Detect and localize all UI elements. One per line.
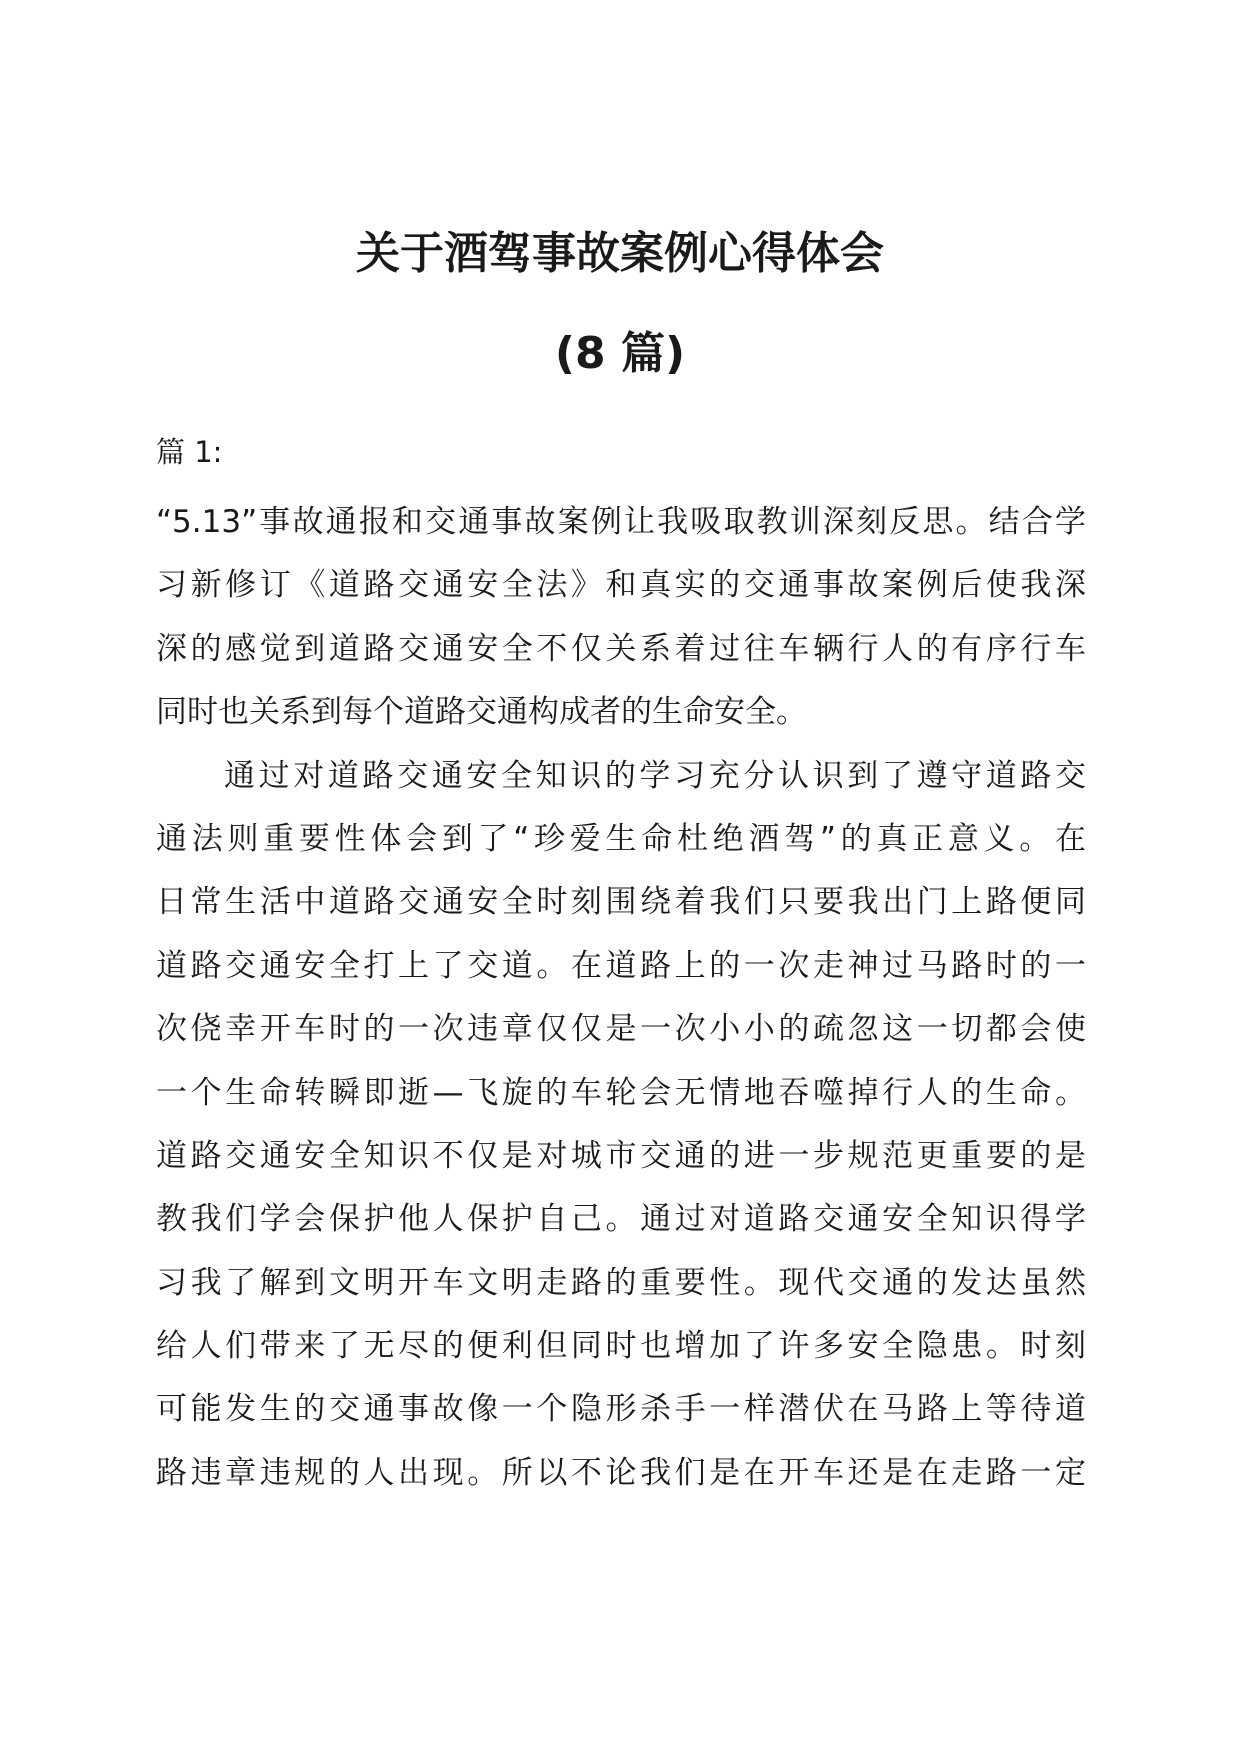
text-line: 教我们学会保护他人保护自己。通过对道路交通安全知识得学 (156, 1201, 1086, 1238)
section-label: 篇 1: (156, 435, 223, 469)
text-line: 通法则重要性体会到了“珍爱生命杜绝酒驾”的真正意义。在 (156, 820, 1086, 857)
text-line: “5.13”事故通报和交通事故案例让我吸取教训深刻反思。结合学 (156, 504, 1086, 540)
text-line: 一个生命转瞬即逝—飞旋的车轮会无情地吞噬掉行人的生命。 (156, 1074, 1086, 1111)
text-line: 给人们带来了无尽的便利但同时也增加了许多安全隐患。时刻 (156, 1328, 1086, 1365)
text-line: 同时也关系到每个道路交通构成者的生命安全。 (156, 694, 807, 731)
text-line: 可能发生的交通事故像一个隐形杀手一样潜伏在马路上等待道 (156, 1391, 1086, 1428)
body-text (156, 491, 1086, 1505)
text-line: 日常生活中道路交通安全时刻围绕着我们只要我出门上路便同 (156, 884, 1086, 921)
text-line: 道路交通安全打上了交道。在道路上的一次走神过马路时的一 (156, 947, 1086, 984)
document-title: 关于酒驾事故案例心得体会 (356, 228, 884, 279)
text-line: 通过对道路交通安全知识的学习充分认识到了遵守道路交 (224, 757, 1086, 794)
text-line: 道路交通安全知识不仅是对城市交通的进一步规范更重要的是 (156, 1137, 1086, 1174)
text-line: 次侥幸开车时的一次违章仅仅是一次小小的疏忽这一切都会使 (156, 1011, 1086, 1048)
document-subtitle: (8 篇) (554, 328, 686, 379)
text-line: 路违章违规的人出现。所以不论我们是在开车还是在走路一定 (156, 1454, 1086, 1491)
text-line: 深的感觉到道路交通安全不仅关系着过往车辆行人的有序行车 (156, 630, 1086, 667)
text-line: 习新修订《道路交通安全法》和真实的交通事故案例后使我深 (156, 567, 1086, 604)
text-line: 习我了解到文明开车文明走路的重要性。现代交通的发达虽然 (156, 1264, 1086, 1301)
